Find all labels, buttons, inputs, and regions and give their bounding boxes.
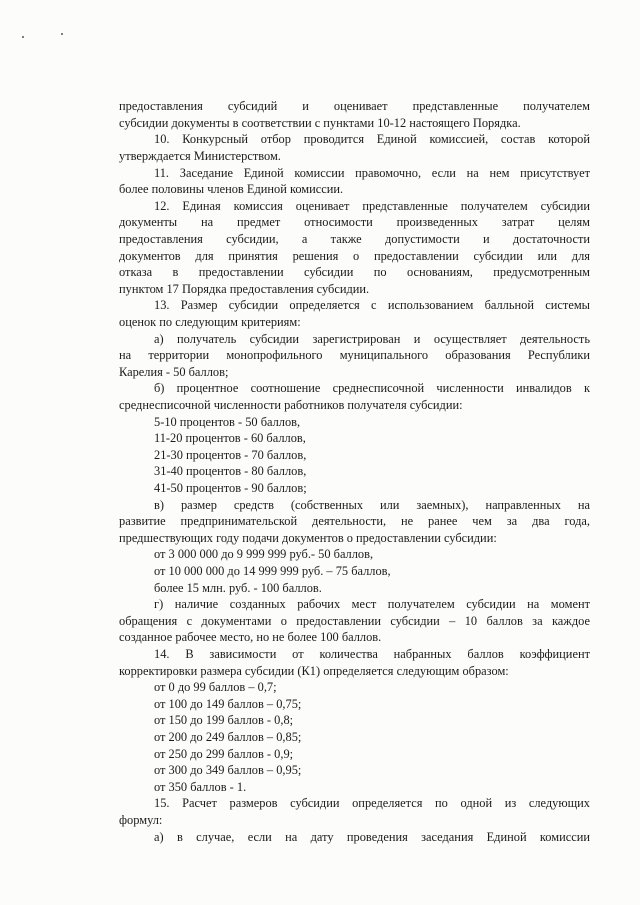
text-line: 15. Расчет размеров субсидии определяется по одной из следующих [154,796,590,810]
text-line: от 100 до 149 баллов – 0,75; [154,697,302,711]
text-line: предоставления субсидий и оценивает представленные получателем [119,99,590,113]
text-line: документы на предмет относимости произведенных затрат целям [119,215,590,229]
text-line: созданное рабочее место, но не более 100 баллов. [119,630,382,644]
text-line: среднесписочной численности работников получателя субсидии: [119,398,463,412]
text-line: Карелия - 50 баллов; [119,365,229,379]
text-line: предоставления субсидии, а также допустимости и достаточности [119,232,590,246]
text-line: от 150 до 199 баллов - 0,8; [154,713,294,727]
text-line: более половины членов Единой комиссии. [119,182,344,196]
text-line: документов для принятия решения о предоставлении субсидии или для [119,249,590,263]
text-line: корректировки размера субсидии (К1) определяется следующим образом: [119,664,509,678]
text-line: 5-10 процентов - 50 баллов, [154,415,301,429]
text-line: от 300 до 349 баллов – 0,95; [154,763,302,777]
text-line: субсидии документы в соответствии с пунктами 10-12 настоящего Порядка. [119,116,521,130]
text-line: от 0 до 99 баллов – 0,7; [154,680,277,694]
text-line: 13. Размер субсидии определяется с использованием балльной системы [154,298,590,312]
text-line: 11-20 процентов - 60 баллов, [154,431,306,445]
text-line: а) в случае, если на дату проведения заседания Единой комиссии [154,830,590,844]
text-line: б) процентное соотношение среднесписочной численности инвалидов к [154,381,590,395]
text-line: 41-50 процентов - 90 баллов; [154,481,307,495]
text-line: пунктом 17 Порядка предоставления субсидии. [119,282,370,296]
text-line: а) получатель субсидии зарегистрирован и осуществляет деятельность [154,332,590,346]
text-line: 11. Заседание Единой комиссии правомочно, если на нем присутствует [154,166,590,180]
text-line: 10. Конкурсный отбор проводится Единой комиссией, состав которой [154,132,590,146]
text-line: отказа в предоставлении субсидии по основаниям, предусмотренным [119,265,590,279]
text-line: формул: [119,813,163,827]
text-line: утверждается Министерством. [119,149,281,163]
text-line: от 200 до 249 баллов – 0,85; [154,730,302,744]
text-line: более 15 млн. руб. - 100 баллов. [154,581,322,595]
text-line: оценок по следующим критериям: [119,315,301,329]
text-line: от 250 до 299 баллов - 0,9; [154,747,294,761]
text-line: на территории монопрофильного муниципального образования Республики [119,348,590,362]
scan-speck [22,36,24,38]
text-line: 14. В зависимости от количества набранных баллов коэффициент [154,647,590,661]
scan-speck [61,33,63,35]
text-line: 21-30 процентов - 70 баллов, [154,448,307,462]
text-line: в) размер средств (собственных или заемных), направленных на [154,498,590,512]
text-line: 12. Единая комиссия оценивает представленные получателем субсидии [154,199,590,213]
text-line: обращения с документами о предоставлении субсидии – 10 баллов за каждое [119,614,590,628]
text-line: развитие предпринимательской деятельности, не ранее чем за два года, [119,514,590,528]
text-line: от 10 000 000 до 14 999 999 руб. – 75 баллов, [154,564,391,578]
text-line: предшествующих году подачи документов о предоставлении субсидии: [119,531,497,545]
text-line: от 3 000 000 до 9 999 999 руб.- 50 баллов, [154,547,374,561]
text-line: от 350 баллов - 1. [154,780,247,794]
text-line: 31-40 процентов - 80 баллов, [154,464,307,478]
text-line: г) наличие созданных рабочих мест получателем субсидии на момент [154,597,590,611]
